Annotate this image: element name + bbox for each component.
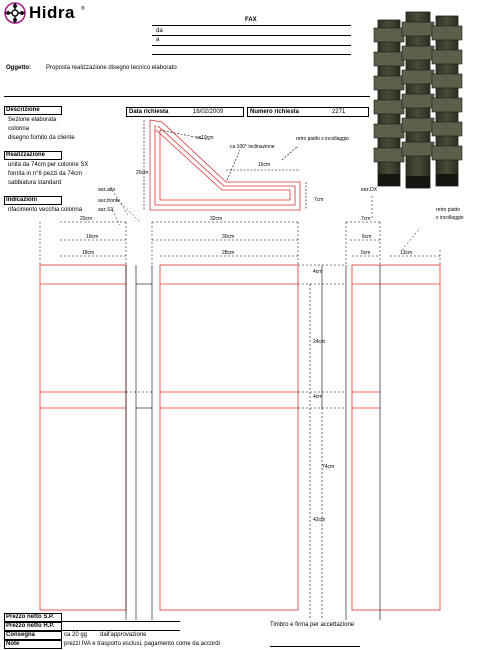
- label-7cm-profile: 7cm: [314, 197, 324, 203]
- consegna-value: ca 20 gg: [64, 632, 88, 638]
- numero-richiesta-label: Numero richiesta: [250, 109, 300, 115]
- data-richiesta-label: Data richiesta: [129, 109, 169, 115]
- label-4cm-top: 4cm: [313, 269, 323, 275]
- label-sez-alto: sez.alto: [98, 187, 116, 193]
- label-20cm: 20cm: [136, 170, 149, 176]
- leader-sez-fronte: [118, 200, 140, 222]
- elevation-black: [126, 265, 380, 620]
- prezzo-sp-underline: [62, 613, 180, 622]
- registered-mark: ®: [81, 6, 85, 12]
- timbro-firma-label: Timbro e firma per accettazione: [270, 622, 355, 628]
- note-value: prezzi IVA e trasporto esclusi, pagamento come da accordi: [64, 641, 220, 647]
- label-30cm: 30cm: [222, 234, 235, 240]
- label-28cm: 28cm: [222, 250, 235, 256]
- note-box: [4, 640, 62, 649]
- label-19cm: 19cm: [86, 234, 99, 240]
- fax-a-label: a: [156, 37, 160, 43]
- descrizione-label: Descrizione: [6, 107, 40, 113]
- realizzazione-line-1: unità da 74cm per colonne SX: [8, 162, 89, 168]
- descrizione-line-2: colonna: [8, 126, 30, 132]
- descrizione-line-3: disegno fornito da cliente: [8, 135, 75, 141]
- indicazioni-label: Indicazioni: [6, 197, 38, 203]
- label-18cm: 18cm: [82, 250, 95, 256]
- label-retro-right-1: retro piatto: [436, 207, 460, 213]
- panel-dx: [352, 265, 440, 610]
- label-sez-dx: sez.DX: [361, 187, 378, 193]
- prezzo-hp-box: [4, 622, 62, 631]
- label-20cm-b: 20cm: [80, 216, 93, 222]
- label-42cm: 42cm: [313, 517, 326, 523]
- oggetto-value: Proposta realizzazione disegno tecnico elaborato: [46, 65, 177, 71]
- consegna-note: dall'approvazione: [100, 632, 147, 638]
- realizzazione-line-3: sabbiatura standard: [8, 180, 62, 186]
- label-retro-right-2: x incollaggio: [436, 215, 464, 221]
- label-13cm: 13cm: [400, 250, 413, 256]
- label-24cm: 24cm: [313, 339, 326, 345]
- label-4cm-mid: 4cm: [313, 394, 323, 400]
- prezzo-hp-label: Prezzo netto H.P.: [6, 623, 55, 629]
- label-sez-sx: sez.SX: [98, 207, 114, 213]
- realizzazione-line-2: fornita in n°6 pezzi da 74cm: [8, 171, 83, 177]
- leader-inclinazione: [227, 150, 240, 180]
- label-sez-fronte: sez.fronte: [98, 198, 120, 204]
- profile-inner-1: [155, 125, 295, 205]
- label-retro-top: retro piatto x incollaggio: [296, 136, 349, 142]
- consegna-label: Consegna: [6, 632, 36, 638]
- prezzo-sp-box: [4, 613, 62, 622]
- panel-front: [160, 265, 298, 610]
- hidra-logo-text: Hidra: [29, 3, 75, 22]
- panel-sx: [40, 265, 126, 610]
- label-5cm: 5cm: [361, 250, 371, 256]
- numero-richiesta-value: 2271: [332, 109, 346, 115]
- label-7cm-b: 7cm: [361, 216, 371, 222]
- section-profile: [150, 120, 300, 210]
- prezzo-hp-underline: [62, 622, 180, 631]
- oggetto-label: Oggetto:: [6, 65, 31, 71]
- profile-top-cap: [150, 120, 162, 122]
- indicazioni-line-1: rifacimento vecchia colonna: [8, 207, 83, 213]
- label-inclinazione: ca 100° inclinazione: [230, 144, 275, 150]
- timbro-firma-line: [270, 646, 360, 647]
- fax-title: FAX: [245, 17, 257, 23]
- label-16cm: 16cm: [258, 162, 271, 168]
- prezzo-sp-label: Prezzo netto S.P.: [6, 614, 54, 620]
- leader-retro-top: [282, 146, 298, 160]
- label-32cm: 32cm: [210, 216, 223, 222]
- consegna-box: [4, 631, 62, 640]
- label-ca19cm: ca19cm: [196, 135, 214, 141]
- leader-retro-right: [402, 228, 420, 250]
- fax-da-label: da: [156, 28, 163, 34]
- label-74cm: 74cm: [322, 464, 335, 470]
- label-6cm: 6cm: [362, 234, 372, 240]
- data-richiesta-value: 16/02/2009: [193, 109, 224, 115]
- note-label: Note: [6, 641, 20, 647]
- profile-outer: [150, 120, 300, 210]
- realizzazione-label: Realizzazione: [6, 152, 46, 158]
- descrizione-line-1: Sezione elaborata: [8, 117, 57, 123]
